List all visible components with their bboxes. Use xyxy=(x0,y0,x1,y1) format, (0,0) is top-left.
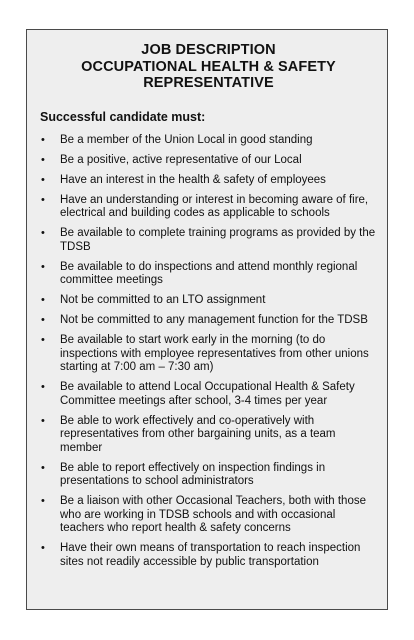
requirements-list xyxy=(40,134,377,570)
list-item-text: Be a positive, active representative of our Local xyxy=(60,153,302,166)
bullet-icon: • xyxy=(41,227,45,239)
list-item xyxy=(40,174,377,188)
list-item xyxy=(40,194,377,221)
list-item-text: Be able to report effectively on inspection findings in presentations to school administrators xyxy=(60,461,326,487)
list-item xyxy=(40,314,377,328)
bullet-icon: • xyxy=(41,153,45,166)
list-item-text: Be available to start work early in the morning (to do inspections with employee representatives from other unions starting at 7:00 am – 7:30 am) xyxy=(60,334,369,373)
list-item xyxy=(40,227,377,254)
list-item xyxy=(40,294,377,308)
list-item xyxy=(40,134,377,148)
bullet-icon: • xyxy=(41,542,45,554)
bullet-icon: • xyxy=(41,461,45,474)
bullet-icon: • xyxy=(41,381,45,393)
list-item-text: Not be committed to an LTO assignment xyxy=(60,294,266,306)
bullet-icon: • xyxy=(41,173,45,186)
list-item xyxy=(40,462,377,489)
bullet-icon: • xyxy=(41,133,45,146)
requirements-heading: Successful candidate must: xyxy=(40,109,206,124)
bullet-icon: • xyxy=(41,495,45,507)
list-item xyxy=(40,542,377,569)
list-item xyxy=(40,495,377,536)
list-item xyxy=(40,381,377,408)
list-item xyxy=(40,334,377,375)
list-item-text: Have an interest in the health & safety of employees xyxy=(60,173,326,186)
list-item-text: Not be committed to any management function for the TDSB xyxy=(60,314,368,326)
list-item-text: Be available to complete training programs as provided by the TDSB xyxy=(60,227,376,253)
list-item-text: Be able to work effectively and co-operatively with representatives from other bargaining units, as a team member xyxy=(60,414,336,454)
bullet-icon: • xyxy=(41,334,45,346)
list-item-text: Have their own means of transportation to reach inspection sites not readily accessible by public transportation xyxy=(60,542,361,568)
bullet-icon: • xyxy=(41,414,45,427)
list-item-text: Be available to do inspections and attend monthly regional committee meetings xyxy=(60,260,358,286)
list-item-text: Be a member of the Union Local in good standing xyxy=(60,133,313,146)
list-item-text: Be a liaison with other Occasional Teachers, both with those who are working in TDSB schools and with occasional teachers who report health & safety concerns xyxy=(60,495,366,534)
list-item xyxy=(40,261,377,288)
bullet-icon: • xyxy=(41,260,45,273)
list-item-text: Have an understanding or interest in becoming aware of fire, electrical and building codes as applicable to schools xyxy=(60,193,369,219)
title-line: JOB DESCRIPTION xyxy=(141,42,276,58)
title-line: OCCUPATIONAL HEALTH & SAFETY xyxy=(81,58,336,75)
list-item xyxy=(40,154,377,168)
bullet-icon: • xyxy=(41,294,45,306)
title-line: REPRESENTATIVE xyxy=(143,75,274,91)
list-item xyxy=(40,415,377,456)
job-description-card xyxy=(26,29,388,610)
list-item-text: Be available to attend Local Occupational Health & Safety Committee meetings after school, 3-4 times per year xyxy=(60,381,355,407)
document-title xyxy=(40,42,377,92)
bullet-icon: • xyxy=(41,314,45,326)
bullet-icon: • xyxy=(41,193,45,206)
